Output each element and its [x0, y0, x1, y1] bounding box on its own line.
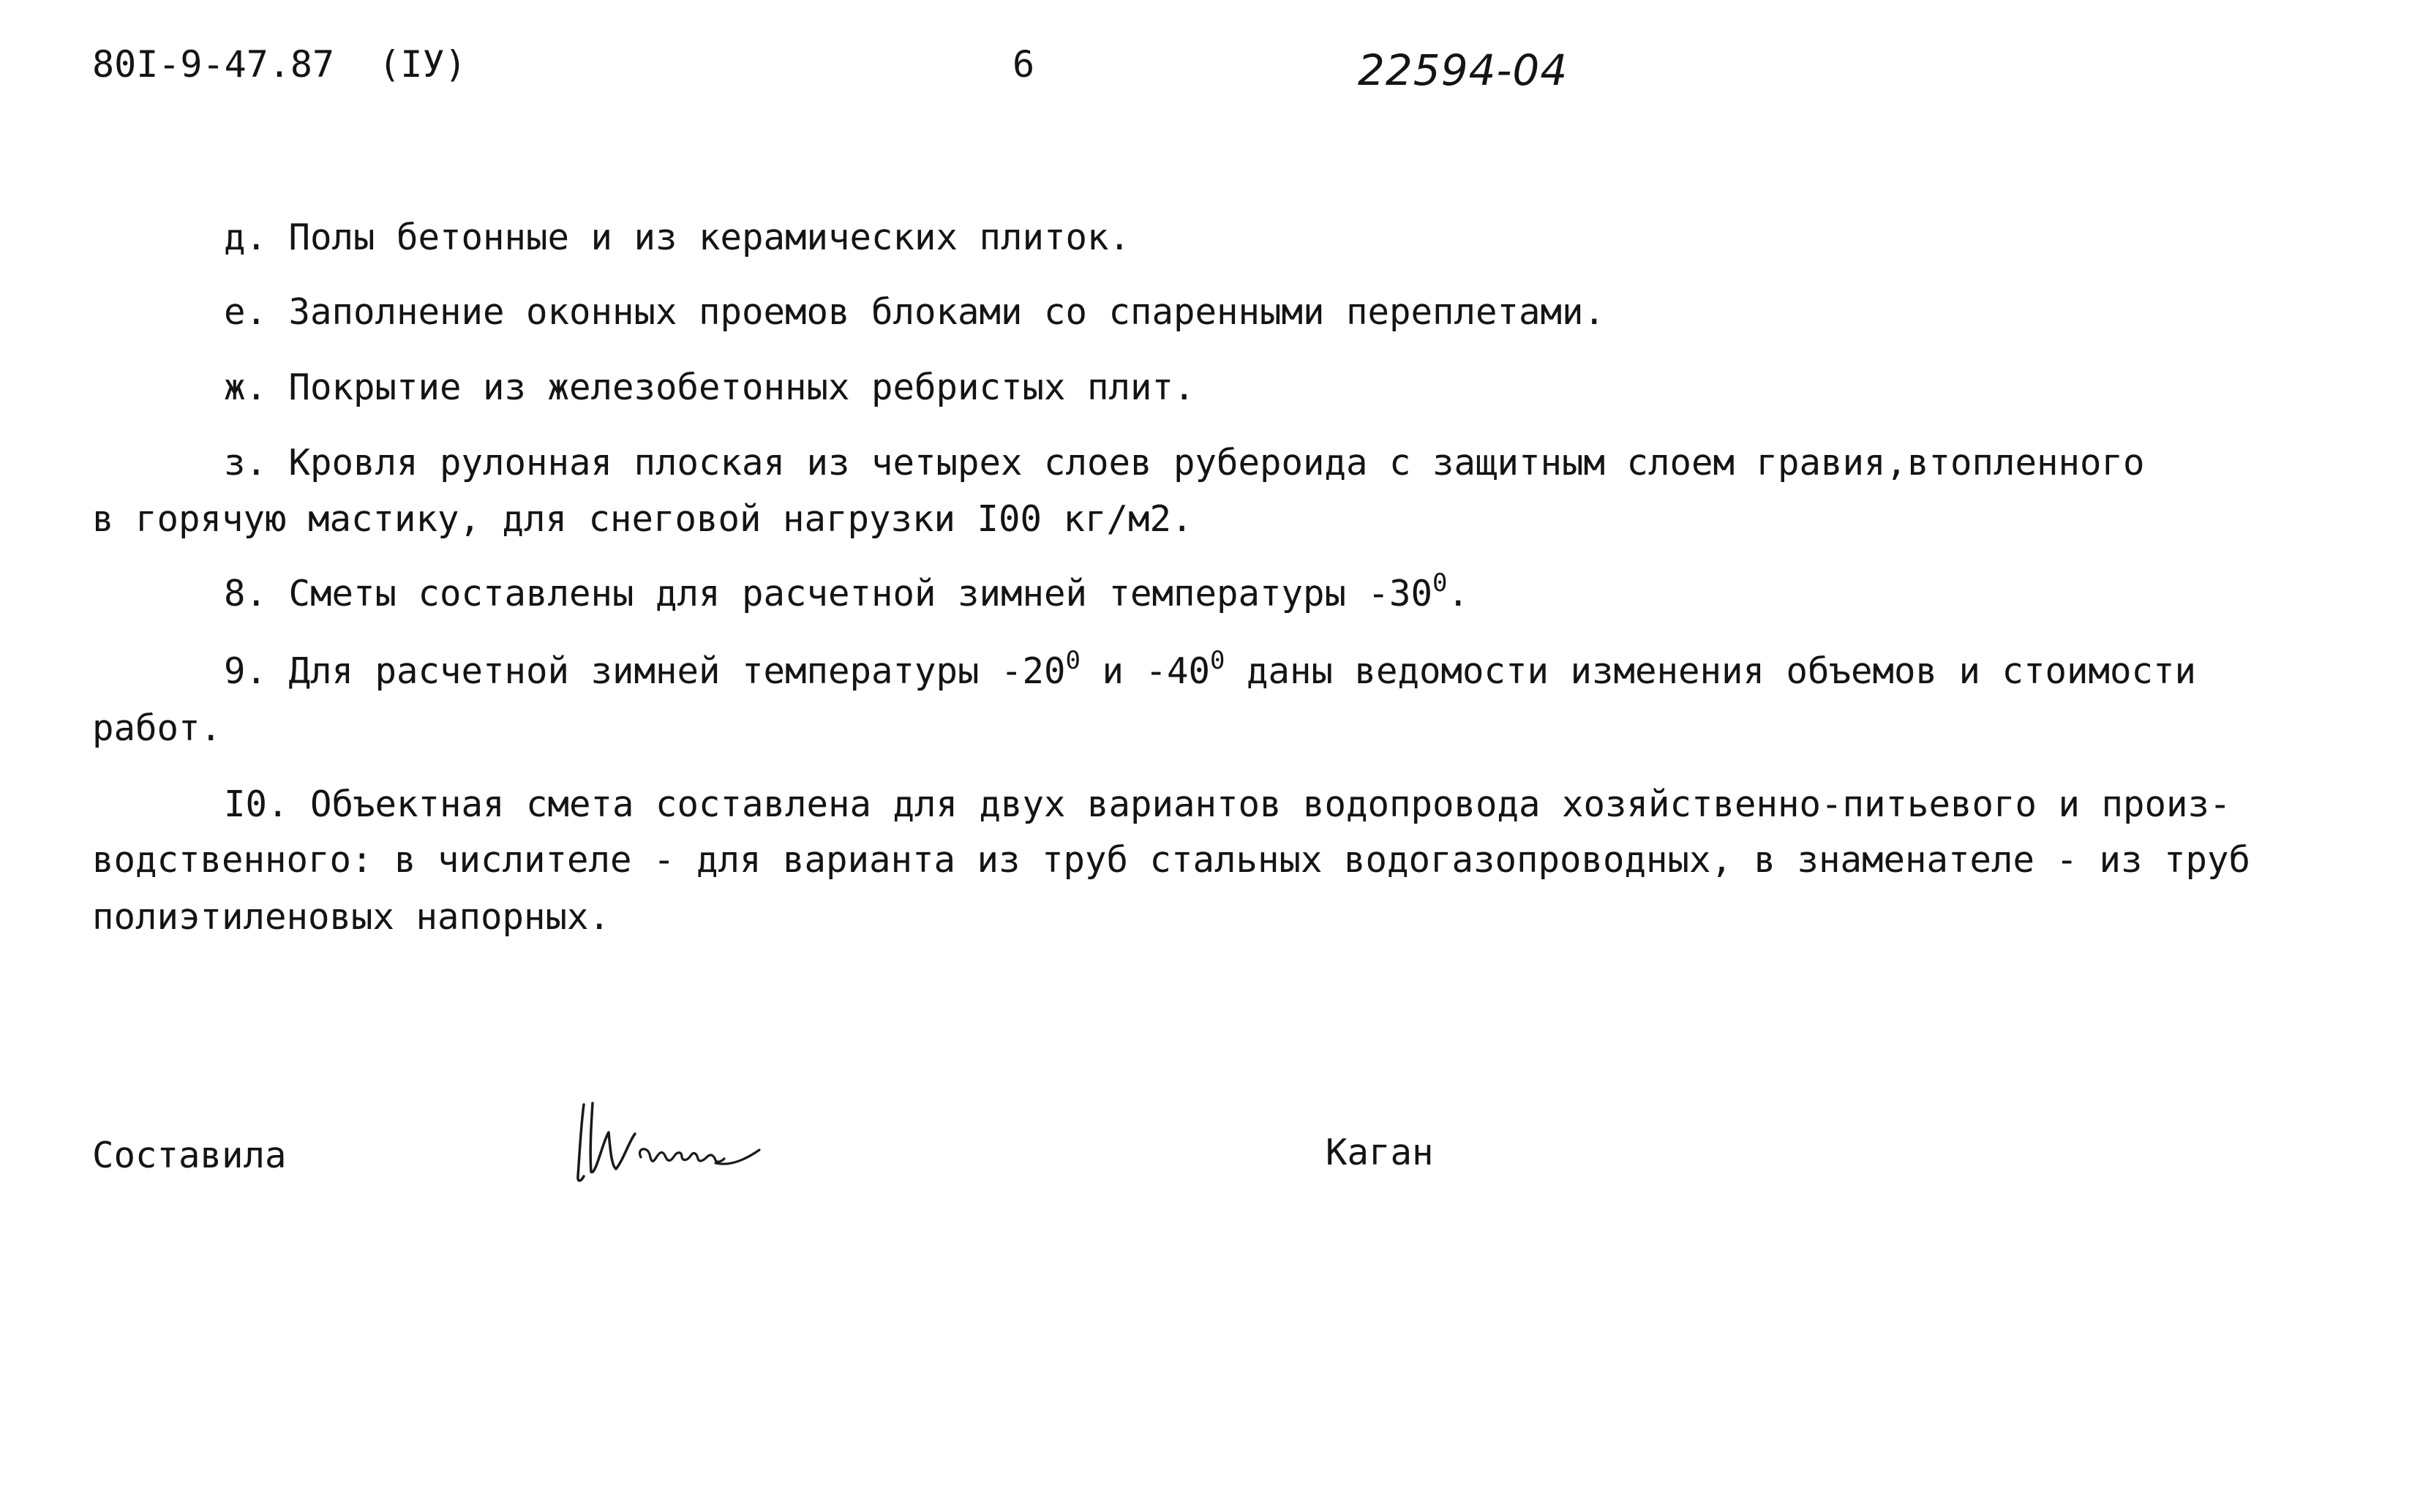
item-9-part-b: и -40 [1081, 650, 1211, 692]
item-z-line-2: в горячую мастику, для снеговой нагрузки I00 кг/м2. [92, 498, 1193, 540]
handwritten-stamp-number: 22594-04 [1358, 45, 1568, 95]
item-10-line-1: I0. Объектная смета составлена для двух вариантов водопровода хозяйственно-питьевого и произ- [224, 783, 2231, 825]
degree-mark: 0 [1432, 568, 1448, 598]
compiled-by-label: Составила [92, 1135, 287, 1176]
item-9-line-1 [224, 646, 2197, 693]
item-8 [224, 568, 1470, 616]
item-zh: ж. Покрытие из железобетонных ребристых плит. [224, 366, 1195, 408]
page-number: 6 [1012, 43, 1035, 86]
item-9-part-c: даны ведомости изменения объемов и стоимости [1225, 650, 2197, 692]
item-10-line-2: водственного: в числителе - для варианта из труб стальных водогазопроводных, в знаменателе - из труб [92, 839, 2251, 881]
item-8-text: 8. Сметы составлены для расчетной зимней температуры -30 [224, 573, 1433, 614]
item-9-part-a: 9. Для расчетной зимней температуры -20 [224, 650, 1066, 692]
item-e: е. Заполнение оконных проемов блоками со спаренными переплетами. [224, 291, 1606, 333]
item-z-line-1: з. Кровля рулонная плоская из четырех слоев рубероида с защитным слоем гравия,втопленного [224, 442, 2145, 484]
degree-mark: 0 [1065, 646, 1081, 675]
item-8-end: . [1447, 573, 1470, 614]
compiler-name: Каган [1326, 1132, 1434, 1173]
degree-mark: 0 [1210, 646, 1225, 675]
item-d: д. Полы бетонные и из керамических плиток. [224, 217, 1131, 258]
item-10-line-3: полиэтиленовых напорных. [92, 896, 611, 938]
item-9-line-2: работ. [92, 707, 222, 749]
document-code: 80I-9-47.87 (IУ) [92, 43, 467, 86]
handwritten-signature [571, 1090, 768, 1192]
